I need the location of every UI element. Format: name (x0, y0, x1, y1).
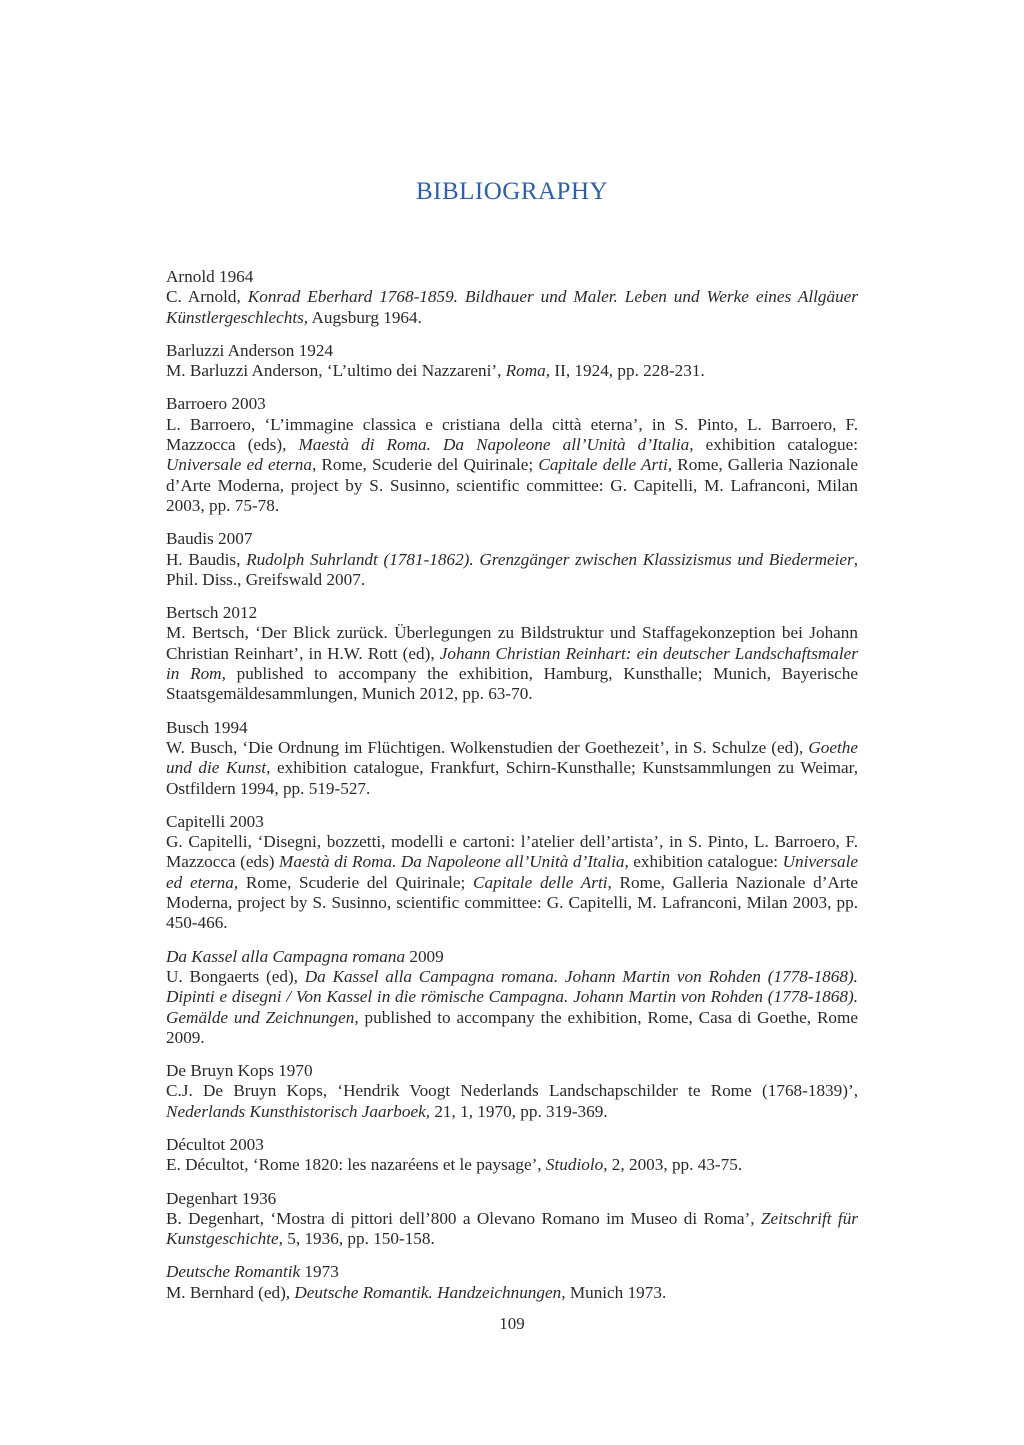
reference-italic-segment: Nederlands Kunsthistorisch Jaarboek (166, 1101, 426, 1121)
bibliography-entry (166, 603, 858, 704)
reference-segment: , Rome, Galleria Nazionale d’Arte Moderna, project by S. Susinno, scientific committee: G. Capitelli, M. Lafranconi, Milan 2003, pp. 75-78. (166, 455, 859, 515)
entry-key: Barluzzi Anderson 1924 (166, 340, 334, 360)
bibliography-entry (166, 718, 858, 799)
reference-segment: , 5, 1936, pp. 150-158. (278, 1229, 435, 1249)
entry-key: Busch 1994 (166, 717, 248, 737)
reference-segment: , Rome, Scuderie del Quirinale; (311, 455, 539, 475)
entry-reference (166, 550, 858, 591)
bibliography-entry (166, 1061, 858, 1122)
reference-italic-segment: Maestà di Roma. Da Napoleone all’Unità d’Italia (298, 435, 690, 455)
reference-segment: L. Barroero, ‘L’immagine classica e cristiana della città eterna’, in S. Pinto, L. Barroero, F. Mazzocca (eds), (166, 414, 858, 455)
entry-reference (166, 832, 858, 933)
reference-italic-segment: Universale ed eterna (166, 455, 312, 475)
bibliography-entry (166, 529, 858, 590)
entry-key: Arnold 1964 (166, 267, 254, 286)
entry-reference (166, 287, 858, 328)
bibliography-entry (166, 947, 858, 1048)
reference-segment: W. Busch, ‘Die Ordnung im Flüchtigen. Wolkenstudien der Goethezeit’, in S. Schulze (ed), (166, 737, 809, 757)
reference-italic-segment: Konrad Eberhard 1768-1859. Bildhauer und Maler. Leben und Werke eines Allgäuer Künstlergeschlechts (166, 287, 858, 327)
entry-key: Degenhart 1936 (166, 1188, 277, 1208)
bibliography-entry (166, 1262, 858, 1303)
reference-italic-segment: Goethe und die Kunst (166, 737, 858, 778)
entry-reference (166, 623, 858, 704)
reference-segment: B. Degenhart, ‘Mostra di pittori dell’800 a Olevano Romano im Museo di Roma’, (166, 1208, 761, 1228)
reference-segment: G. Capitelli, ‘Disegni, bozzetti, modelli e cartoni: l’atelier dell’artista’, in S. Pinto, L. Barroero, F. Mazzocca (eds) (166, 832, 858, 872)
reference-italic-segment: Da Kassel alla Campagna romana. Johann Martin von Rohden (1778-1868). Dipinti e disegni / Von Kassel in die römische Campagna. Johann Martin von Rohden (1778-1868). Gemälde und Zeichnungen (166, 966, 858, 1027)
entry-key: Capitelli 2003 (166, 811, 264, 831)
entry-key-year: 1973 (300, 1262, 339, 1282)
bibliography-entry (166, 341, 858, 382)
bibliography-list (166, 267, 858, 1316)
entry-key: Baudis 2007 (166, 529, 253, 549)
entry-key: Barroero 2003 (166, 394, 266, 414)
reference-segment: E. Décultot, ‘Rome 1820: les nazaréens et le paysage’, (166, 1155, 546, 1175)
reference-italic-segment: Maestà di Roma. Da Napoleone all’Unità d’Italia (279, 852, 625, 872)
reference-segment: Rome, Scuderie del Quirinale; (238, 872, 474, 892)
bibliography-entry (166, 394, 858, 516)
reference-italic-segment: Johann Christian Reinhart: ein deutscher Landschaftsmaler in Rom, (166, 643, 858, 684)
entry-reference (166, 361, 858, 381)
reference-segment: H. Baudis, (166, 549, 247, 569)
reference-italic-segment: Roma (505, 361, 546, 381)
reference-italic-segment: Universale ed eterna, (166, 852, 859, 892)
reference-segment: , published to accompany the exhibition, Rome, Casa di Goethe, Rome 2009. (166, 1007, 859, 1047)
entry-reference (166, 1155, 858, 1175)
reference-segment: Munich 1973. (565, 1282, 667, 1302)
reference-segment: published to accompany the exhibition, Hamburg, Kunsthalle; Munich, Bayerische Staatsgemäldesammlungen, Munich 2012, pp. 63-70. (166, 664, 859, 704)
entry-reference (166, 1209, 858, 1250)
reference-segment: , Phil. Diss., Greifswald 2007. (166, 549, 859, 589)
reference-segment: , Rome, Galleria Nazionale d’Arte Moderna, project by S. Susinno, scientific committee: G. Capitelli, M. Lafranconi, Milan 2003, pp. 450-466. (166, 872, 858, 933)
reference-segment: , exhibition catalogue: (624, 852, 783, 872)
bibliography-entry (166, 267, 858, 328)
reference-segment: M. Barluzzi Anderson, ‘L’ultimo dei Nazzareni’, (166, 361, 506, 381)
reference-italic-segment: Zeitschrift für Kunstgeschichte (166, 1208, 858, 1249)
reference-italic-segment: Rudolph Suhrlandt (1781-1862). Grenzgänger zwischen Klassizismus und Biedermeier (246, 549, 854, 569)
entry-key-italic: Da Kassel alla Campagna romana (166, 946, 406, 966)
reference-segment: , 2, 2003, pp. 43-75. (603, 1155, 743, 1175)
bibliography-entry (166, 1135, 858, 1176)
reference-italic-segment: Capitale delle Arti (473, 872, 608, 892)
entry-reference (166, 738, 858, 799)
entry-key: De Bruyn Kops 1970 (166, 1061, 313, 1081)
entry-key (166, 947, 858, 967)
bibliography-entry (166, 812, 858, 934)
entry-key: Bertsch 2012 (166, 603, 258, 623)
page-title: BIBLIOGRAPHY (415, 178, 609, 205)
entry-reference (166, 1081, 858, 1122)
reference-italic-segment: Capitale delle Arti (538, 455, 668, 475)
reference-italic-segment: Studiolo (545, 1155, 604, 1175)
entry-reference (166, 415, 858, 516)
entry-key: Décultot 2003 (166, 1134, 264, 1154)
reference-segment: , exhibition catalogue, Frankfurt, Schirn-Kunsthalle; Kunstsammlungen zu Weimar, Ostfildern 1994, pp. 519-527. (166, 758, 858, 798)
reference-segment: M. Bernhard (ed), (166, 1282, 295, 1302)
reference-segment: M. Bertsch, ‘Der Blick zurück. Überlegungen zu Bildstruktur und Staffagekonzeption bei Johann Christian Reinhart’, in H.W. Rott (ed), (166, 623, 858, 663)
reference-segment: , Augsburg 1964. (303, 307, 422, 327)
reference-segment: U. Bongaerts (ed), (166, 966, 305, 986)
reference-italic-segment: Deutsche Romantik. Handzeichnungen, (294, 1282, 566, 1302)
entry-key-italic: Deutsche Romantik (166, 1262, 301, 1282)
page-number: 109 (499, 1314, 525, 1333)
reference-segment: C.J. De Bruyn Kops, ‘Hendrik Voogt Nederlands Landschapschilder te Rome (1768-1839)’, (166, 1081, 858, 1101)
entry-key-year: 2009 (405, 946, 444, 966)
entry-reference (166, 1283, 858, 1303)
entry-key (166, 1262, 858, 1282)
reference-segment: , exhibition catalogue: (689, 435, 858, 455)
reference-segment: , 21, 1, 1970, pp. 319-369. (425, 1101, 608, 1121)
reference-segment: C. Arnold, (166, 287, 248, 307)
entry-reference (166, 967, 858, 1048)
reference-segment: , II, 1924, pp. 228-231. (545, 361, 705, 381)
bibliography-entry (166, 1189, 858, 1250)
